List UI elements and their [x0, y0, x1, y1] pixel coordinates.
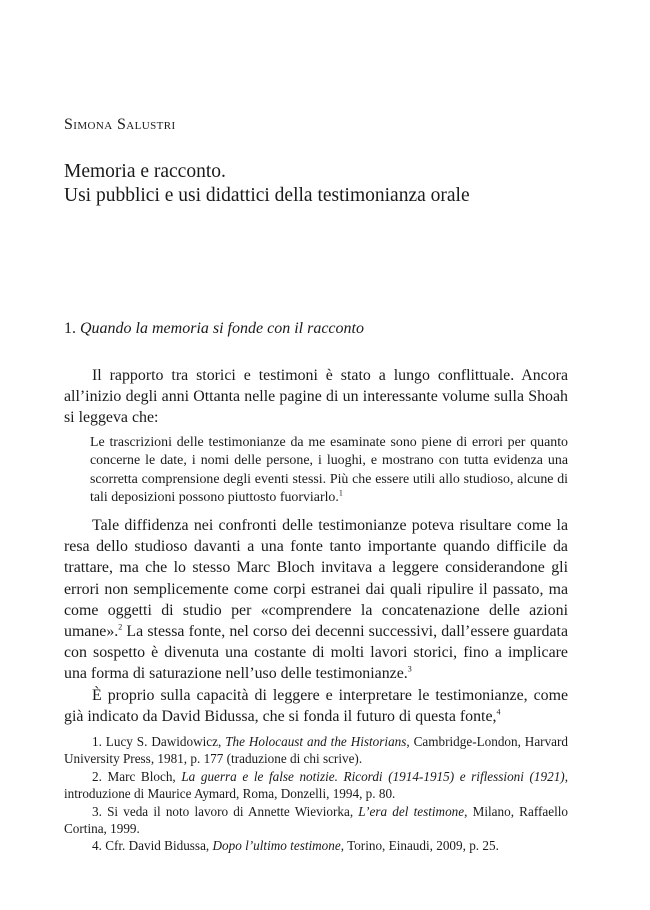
article-title-line-1: Memoria e racconto. — [64, 161, 226, 182]
footnote-ref-1[interactable]: 1 — [338, 488, 343, 498]
footnote-1-post: , Cambridge-London, Harvard University Press, 1981, p. 177 (traduzione di chi scrive). — [64, 734, 569, 767]
body-text — [64, 365, 568, 727]
paragraph-2 — [64, 515, 568, 685]
paragraph-2-part-b: La stessa fonte, nel corso dei decenni successivi, dall’essere guardata con sospetto è divenuta una costante di molti lavori storici, fino a implicare una forma di saturazione nell’uso delle testimonianze. — [64, 623, 568, 683]
paragraph-3-text: È proprio sulla capacità di leggere e interpretare le testimonianze, come già indicato da David Bidussa, che si fonda il futuro di questa fonte, — [64, 686, 568, 725]
block-quote — [64, 434, 568, 508]
footnote-4-pre: 4. Cfr. David Bidussa, — [92, 838, 213, 854]
footnote-ref-2[interactable]: 2 — [118, 622, 123, 632]
footnote-3-title: L’era del testimone — [358, 803, 465, 819]
footnote-2-title: La guerra e le false notizie. Ricordi (1914-1915) e riflessioni (1921) — [181, 768, 565, 784]
footnote-1 — [64, 733, 568, 768]
footnote-2-post: , introduzione di Maurice Aymard, Roma, Donzelli, 1994, p. 80. — [64, 768, 568, 802]
author-name: Simona Salustri — [64, 116, 176, 133]
footnote-3-pre: 3. Si veda il noto lavoro di Annette Wieviorka, — [92, 803, 359, 819]
block-quote-text: Le trascrizioni delle testimonianze da me esaminate sono piene di errori per quanto concerne le date, i nomi delle persone, i luoghi, e mostrano con tutta evidenza una scorretta comprensione degli eventi stessi. Più che essere utili allo studioso, alcune di tali deposizioni possono piuttosto fuorviarlo. — [90, 434, 568, 506]
article-title-line-2: Usi pubblici e usi didattici della testimonianza orale — [64, 185, 470, 206]
footnote-3-post: , Milano, Raffaello Cortina, 1999. — [64, 803, 568, 837]
footnote-ref-4[interactable]: 4 — [496, 707, 501, 717]
paragraph-1: Il rapporto tra storici e testimoni è stato a lungo conflittuale. Ancora all’inizio degli anni Ottanta nelle pagine di un interessante volume sulla Shoah si leggeva che: — [64, 367, 568, 427]
section-title: Quando la memoria si fonde con il racconto — [80, 320, 364, 337]
paragraph-2-part-a: Tale diffidenza nei confronti delle testimonianze poteva risultare come la resa dello studioso davanti a una fonte tanto importante quando difficile da trattare, ma che lo stesso Marc Bloch invitava a leggere considerandone gli errori non semplicemente come corpi estranei dai quali ripulire il passato, ma come oggetti di studio per «comprendere la concatenazione delle azioni umane». — [64, 516, 568, 640]
footnote-ref-3[interactable]: 3 — [407, 665, 412, 675]
footnote-1-pre: 1. Lucy S. Dawidowicz, — [92, 734, 226, 749]
section-heading — [64, 320, 364, 338]
article-title — [64, 160, 470, 208]
footnote-2 — [64, 768, 568, 803]
paragraph-3 — [64, 685, 568, 727]
footnote-2-pre: 2. Marc Bloch, — [92, 768, 182, 784]
footnotes — [64, 733, 568, 855]
footnote-4-post: , Torino, Einaudi, 2009, p. 25. — [340, 838, 499, 854]
footnote-1-title: The Holocaust and the Historians — [225, 734, 407, 749]
footnote-4-title: Dopo l’ultimo testimone — [212, 838, 341, 854]
section-number: 1. — [64, 320, 76, 337]
footnote-3 — [64, 803, 568, 838]
footnote-4 — [64, 837, 568, 854]
